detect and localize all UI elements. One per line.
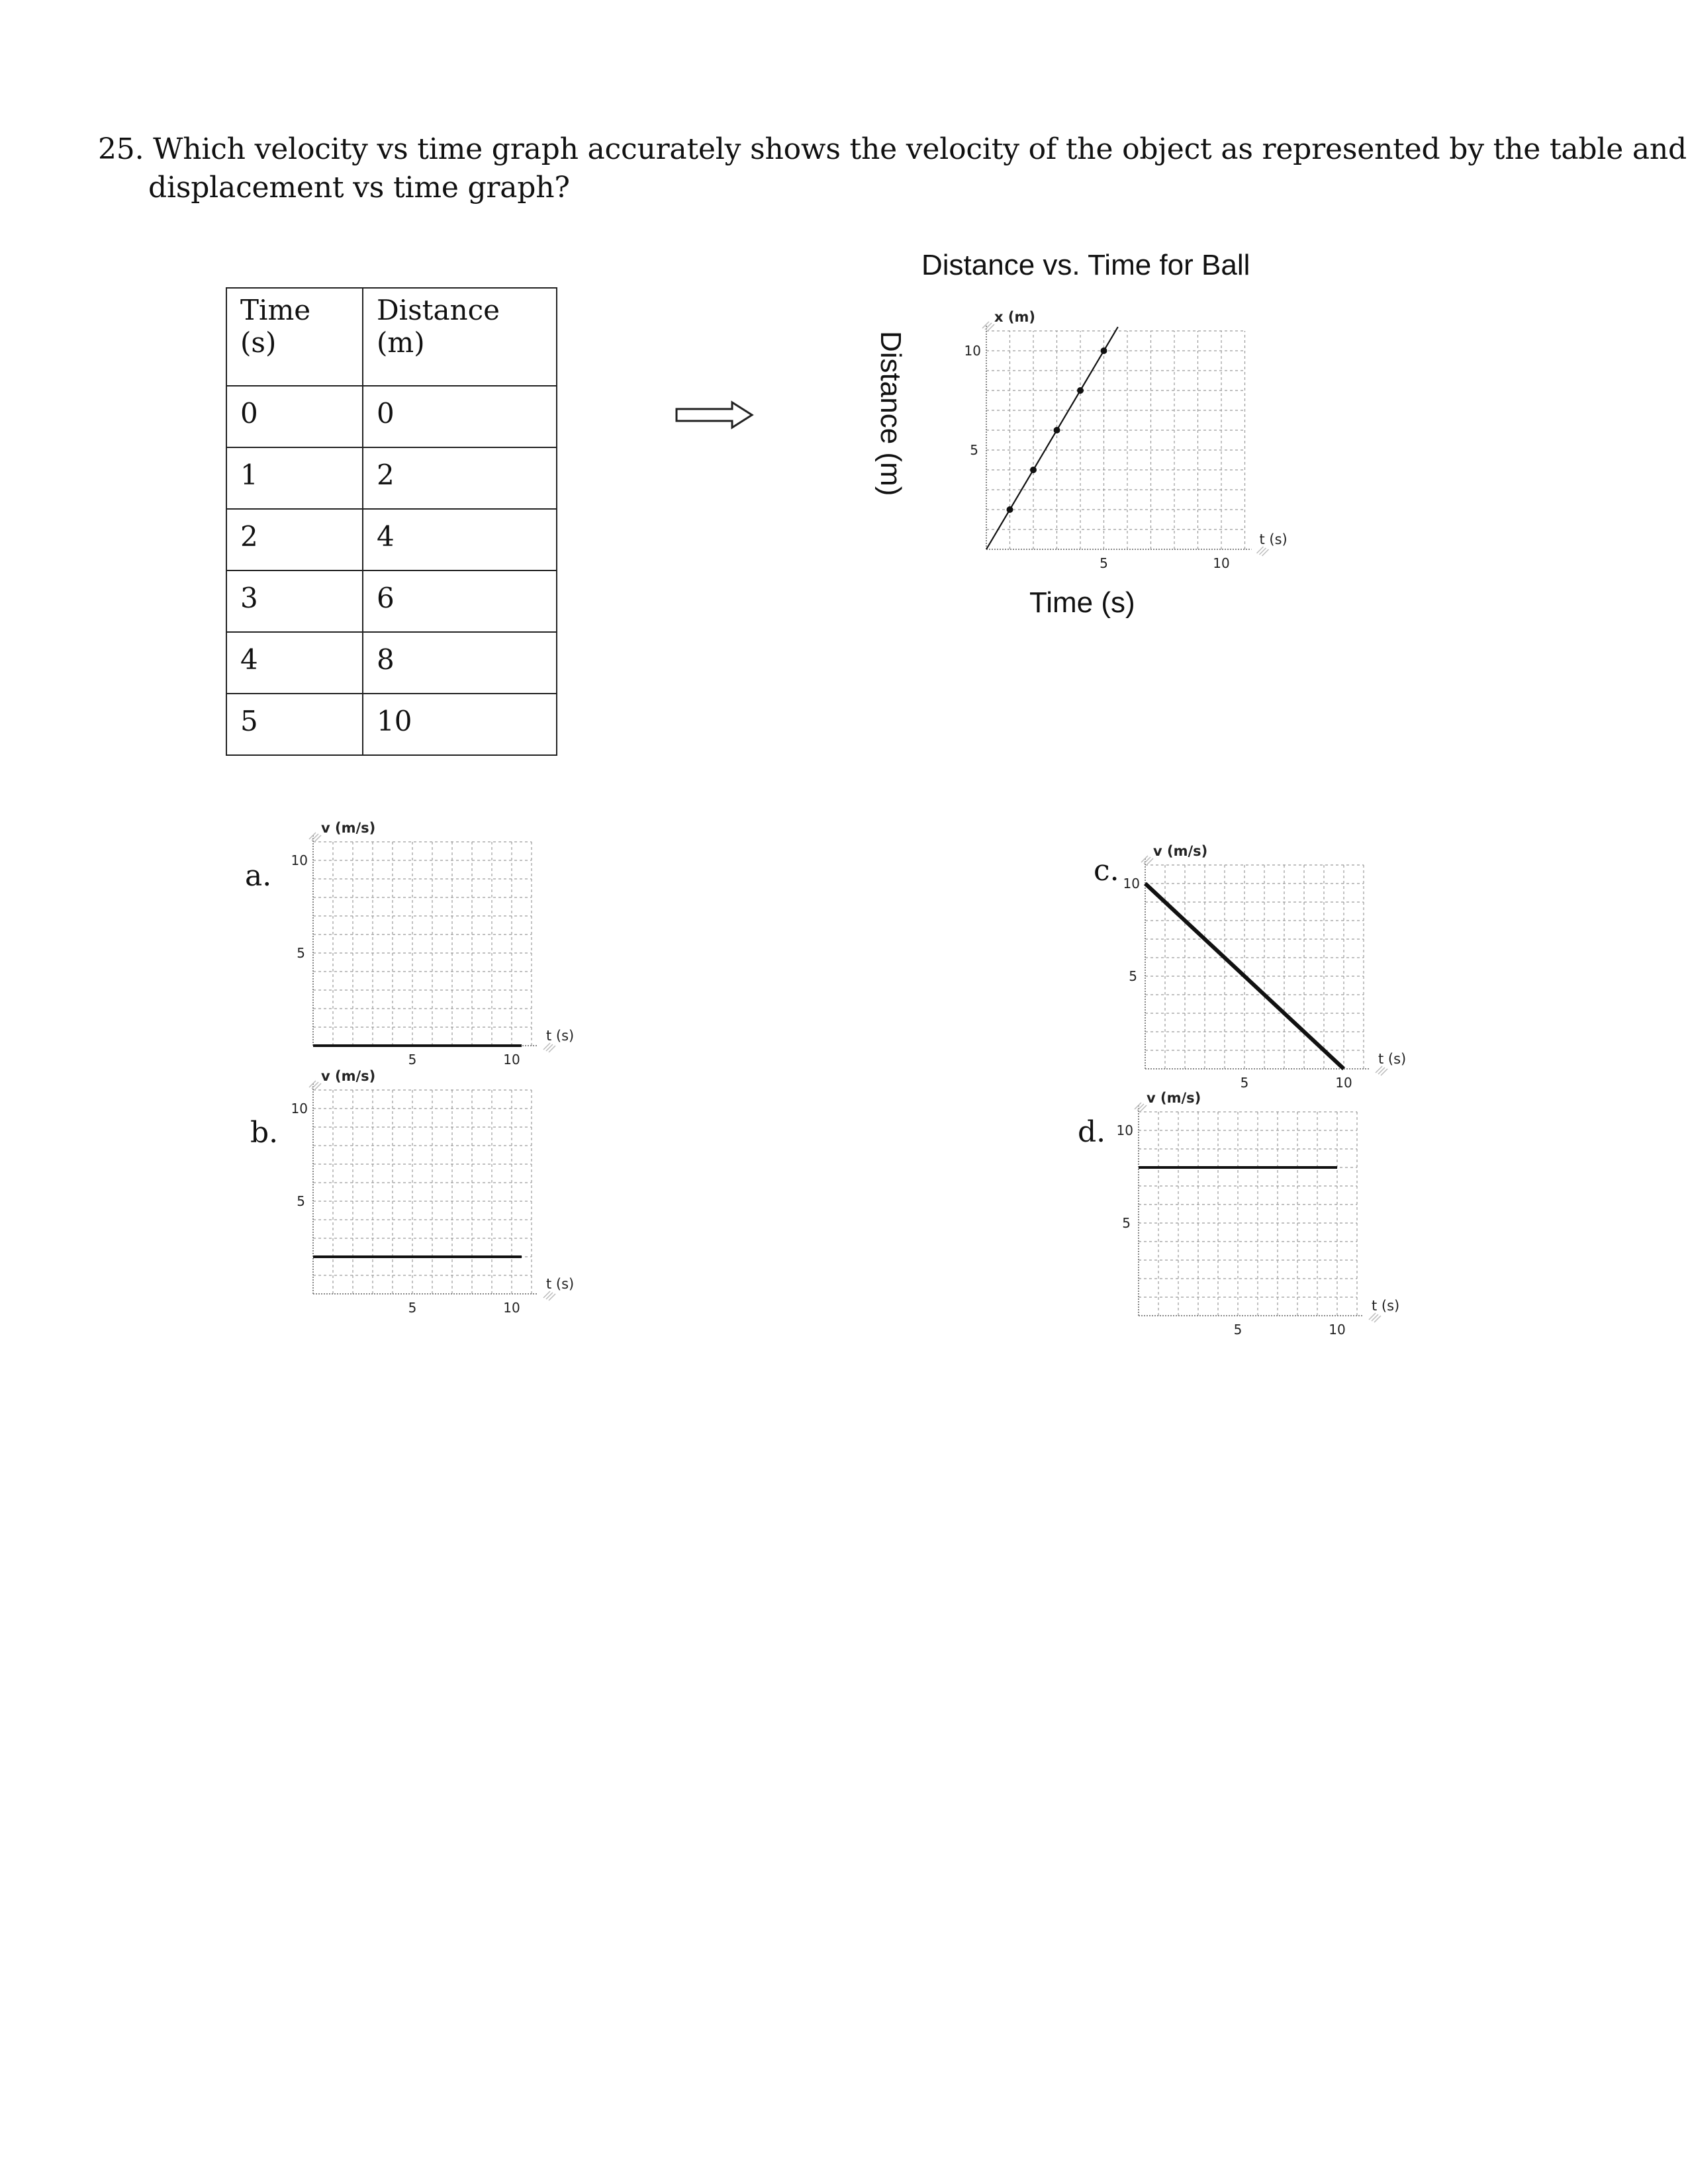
x-tick-label: 5 [1100, 555, 1108, 571]
table-row [226, 447, 557, 509]
y-axis-label: v (m/s) [321, 1068, 376, 1084]
data-point [1054, 427, 1060, 433]
x-tick-label: 10 [503, 1052, 520, 1068]
table-header-row [226, 288, 557, 386]
y-tick-label: 10 [1123, 876, 1140, 891]
table-cell-distance: 0 [363, 386, 557, 447]
table-cell-distance: 10 [363, 694, 557, 755]
x-tick-label: 5 [1233, 1322, 1243, 1338]
grid [986, 331, 1245, 549]
y-tick-label: 5 [1129, 968, 1137, 984]
option-b-graph[interactable] [283, 1068, 588, 1347]
question-text-2: displacement vs time graph? [148, 171, 570, 205]
axis-hatch-icon [1376, 1066, 1387, 1075]
question-number: 25. [98, 132, 144, 166]
main-graph-ylabel: Distance (m) [874, 331, 907, 496]
y-tick-label: 5 [297, 945, 305, 961]
x-axis-label: t (s) [1372, 1298, 1400, 1314]
axis-hatch-icon [543, 1291, 555, 1300]
y-tick-label: 10 [964, 343, 981, 359]
axis-hatch-icon [1135, 1103, 1147, 1112]
table-cell-time: 1 [226, 447, 363, 509]
table-cell-distance: 8 [363, 632, 557, 694]
axis-hatch-icon [982, 322, 994, 331]
grid [1139, 1112, 1357, 1316]
table-header-distance: Distance (m) [363, 288, 557, 386]
x-tick-label: 10 [503, 1300, 520, 1316]
axis-hatch-icon [543, 1043, 555, 1052]
x-axis-label: t (s) [1378, 1051, 1407, 1067]
table-row [226, 570, 557, 632]
option-c-graph[interactable] [1119, 843, 1423, 1102]
table-row [226, 509, 557, 570]
table-cell-time: 5 [226, 694, 363, 755]
y-tick-label: 5 [297, 1193, 305, 1209]
option-a-label: a. [245, 859, 272, 893]
main-graph-title: Distance vs. Time for Ball [921, 249, 1250, 281]
data-point [1030, 467, 1037, 473]
table-cell-distance: 6 [363, 570, 557, 632]
table-row [226, 632, 557, 694]
table-header-time: Time (s) [226, 288, 363, 386]
table-cell-distance: 2 [363, 447, 557, 509]
option-c-label: c. [1094, 854, 1119, 887]
y-axis-label: v (m/s) [1147, 1090, 1201, 1106]
axis-hatch-icon [1369, 1313, 1381, 1322]
table-row [226, 694, 557, 755]
right-arrow-icon [675, 401, 755, 429]
y-axis-label: v (m/s) [321, 820, 376, 836]
x-tick-label: 5 [1240, 1075, 1249, 1091]
table-cell-distance: 4 [363, 509, 557, 570]
table-cell-time: 2 [226, 509, 363, 570]
y-tick-label: 10 [1116, 1122, 1133, 1138]
main-graph [960, 291, 1317, 569]
y-tick-label: 5 [1122, 1215, 1131, 1231]
series-line [986, 327, 1118, 549]
table-cell-time: 4 [226, 632, 363, 694]
x-axis-label: t (s) [546, 1276, 575, 1292]
axis-hatch-icon [1257, 547, 1269, 556]
x-tick-label: 5 [408, 1300, 417, 1316]
table-row [226, 386, 557, 447]
option-a-graph[interactable] [283, 820, 588, 1099]
x-tick-label: 10 [1213, 555, 1230, 571]
y-axis-label: v (m/s) [1153, 843, 1208, 859]
option-b-label: b. [250, 1116, 279, 1150]
option-d-graph[interactable] [1112, 1090, 1417, 1349]
main-graph-xlabel: Time (s) [1029, 586, 1135, 619]
grid [313, 842, 532, 1046]
data-point [1077, 387, 1084, 394]
question-text-1: Which velocity vs time graph accurately shows the velocity of the object as represented by the table and [153, 132, 1687, 166]
y-tick-label: 10 [291, 852, 308, 868]
data-point [1007, 506, 1013, 513]
x-tick-label: 5 [408, 1052, 417, 1068]
y-tick-label: 5 [970, 442, 978, 458]
question-line-1 [98, 132, 1687, 166]
x-axis-label: t (s) [546, 1028, 575, 1044]
data-table [226, 287, 557, 756]
grid [313, 1090, 532, 1294]
x-axis-label: t (s) [1259, 531, 1288, 547]
option-d-label: d. [1078, 1115, 1106, 1149]
x-tick-label: 10 [1329, 1322, 1346, 1338]
table-cell-time: 3 [226, 570, 363, 632]
x-tick-label: 10 [1335, 1075, 1352, 1091]
table-cell-time: 0 [226, 386, 363, 447]
grid [1145, 865, 1364, 1069]
axis-hatch-icon [309, 833, 321, 842]
data-point [1101, 347, 1107, 354]
axis-hatch-icon [1141, 856, 1153, 865]
y-axis-label: x (m) [994, 309, 1035, 325]
y-tick-label: 10 [291, 1101, 308, 1116]
